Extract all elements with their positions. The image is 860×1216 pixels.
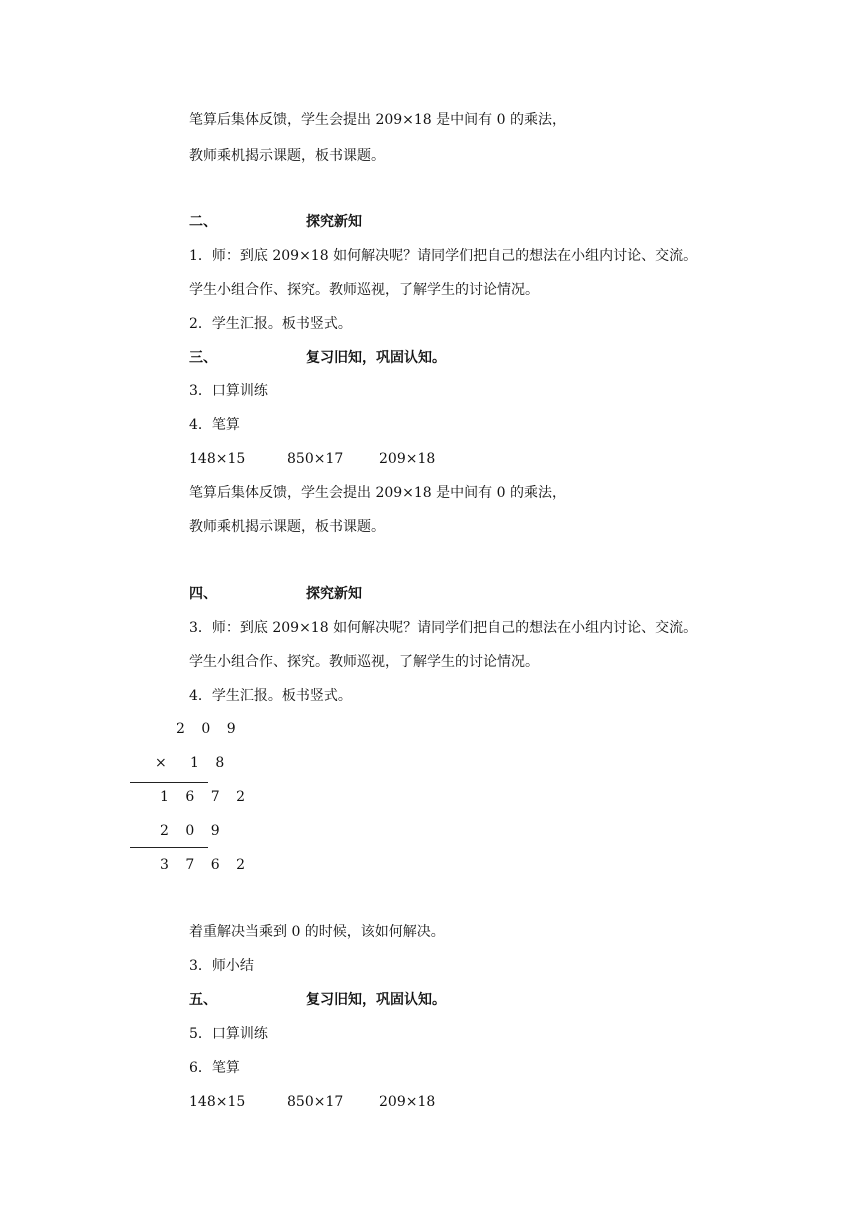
- section-heading: [189, 990, 446, 1010]
- section-title: 复习旧知，巩固认知。: [306, 350, 446, 366]
- paragraph-line: 3．师小结: [189, 958, 254, 974]
- expression: 209×18: [379, 1094, 436, 1110]
- partial-product: 1 6 7 2: [160, 789, 251, 805]
- paragraph-line: 2．学生汇报。板书竖式。: [189, 316, 352, 332]
- paragraph-line: 3．师：到底 209×18 如何解决呢？请同学们把自己的想法在小组内讨论、交流。: [189, 620, 698, 636]
- paragraph-line: 学生小组合作、探究。教师巡视，了解学生的讨论情况。: [189, 282, 539, 298]
- paragraph-line: 着重解决当乘到 0 的时候，该如何解决。: [189, 924, 445, 940]
- paragraph-line: 1．师：到底 209×18 如何解决呢？请同学们把自己的想法在小组内讨论、交流。: [189, 248, 698, 264]
- expression: 148×15: [189, 1094, 246, 1110]
- multiplication-sign: ×: [155, 755, 173, 771]
- paragraph-line: 教师乘机揭示课题，板书课题。: [189, 519, 385, 535]
- section-number: 三、: [189, 350, 217, 366]
- partial-product: 2 0 9: [160, 823, 226, 839]
- section-number: 五、: [189, 992, 217, 1008]
- paragraph-line: 笔算后集体反馈，学生会提出 209×18 是中间有 0 的乘法，: [189, 112, 566, 128]
- paragraph-line: 5．口算训练: [189, 1026, 268, 1042]
- section-heading: [189, 348, 446, 368]
- section-title: 探究新知: [306, 214, 362, 230]
- section-heading: [189, 584, 362, 604]
- multiplier: 1 8: [190, 755, 231, 771]
- paragraph-line: 教师乘机揭示课题，板书课题。: [189, 148, 385, 164]
- paragraph-line: 4．笔算: [189, 417, 240, 433]
- calc-divider: [130, 847, 208, 848]
- paragraph-line: 学生小组合作、探究。教师巡视，了解学生的讨论情况。: [189, 654, 539, 670]
- paragraph-line: 3．口算训练: [189, 383, 268, 399]
- paragraph-line: 4．学生汇报。板书竖式。: [189, 688, 352, 704]
- section-number: 四、: [189, 586, 217, 602]
- product-result: 3 7 6 2: [160, 857, 251, 873]
- section-heading: [189, 212, 362, 232]
- calc-divider: [130, 782, 208, 783]
- expression: 850×17: [287, 451, 344, 467]
- paragraph-line: 6．笔算: [189, 1060, 240, 1076]
- section-title: 探究新知: [306, 586, 362, 602]
- paragraph-line: 笔算后集体反馈，学生会提出 209×18 是中间有 0 的乘法，: [189, 485, 566, 501]
- expression: 148×15: [189, 451, 246, 467]
- expression: 209×18: [379, 451, 436, 467]
- section-title: 复习旧知，巩固认知。: [306, 992, 446, 1008]
- expression: 850×17: [287, 1094, 344, 1110]
- multiplicand: 2 0 9: [176, 721, 242, 737]
- section-number: 二、: [189, 214, 217, 230]
